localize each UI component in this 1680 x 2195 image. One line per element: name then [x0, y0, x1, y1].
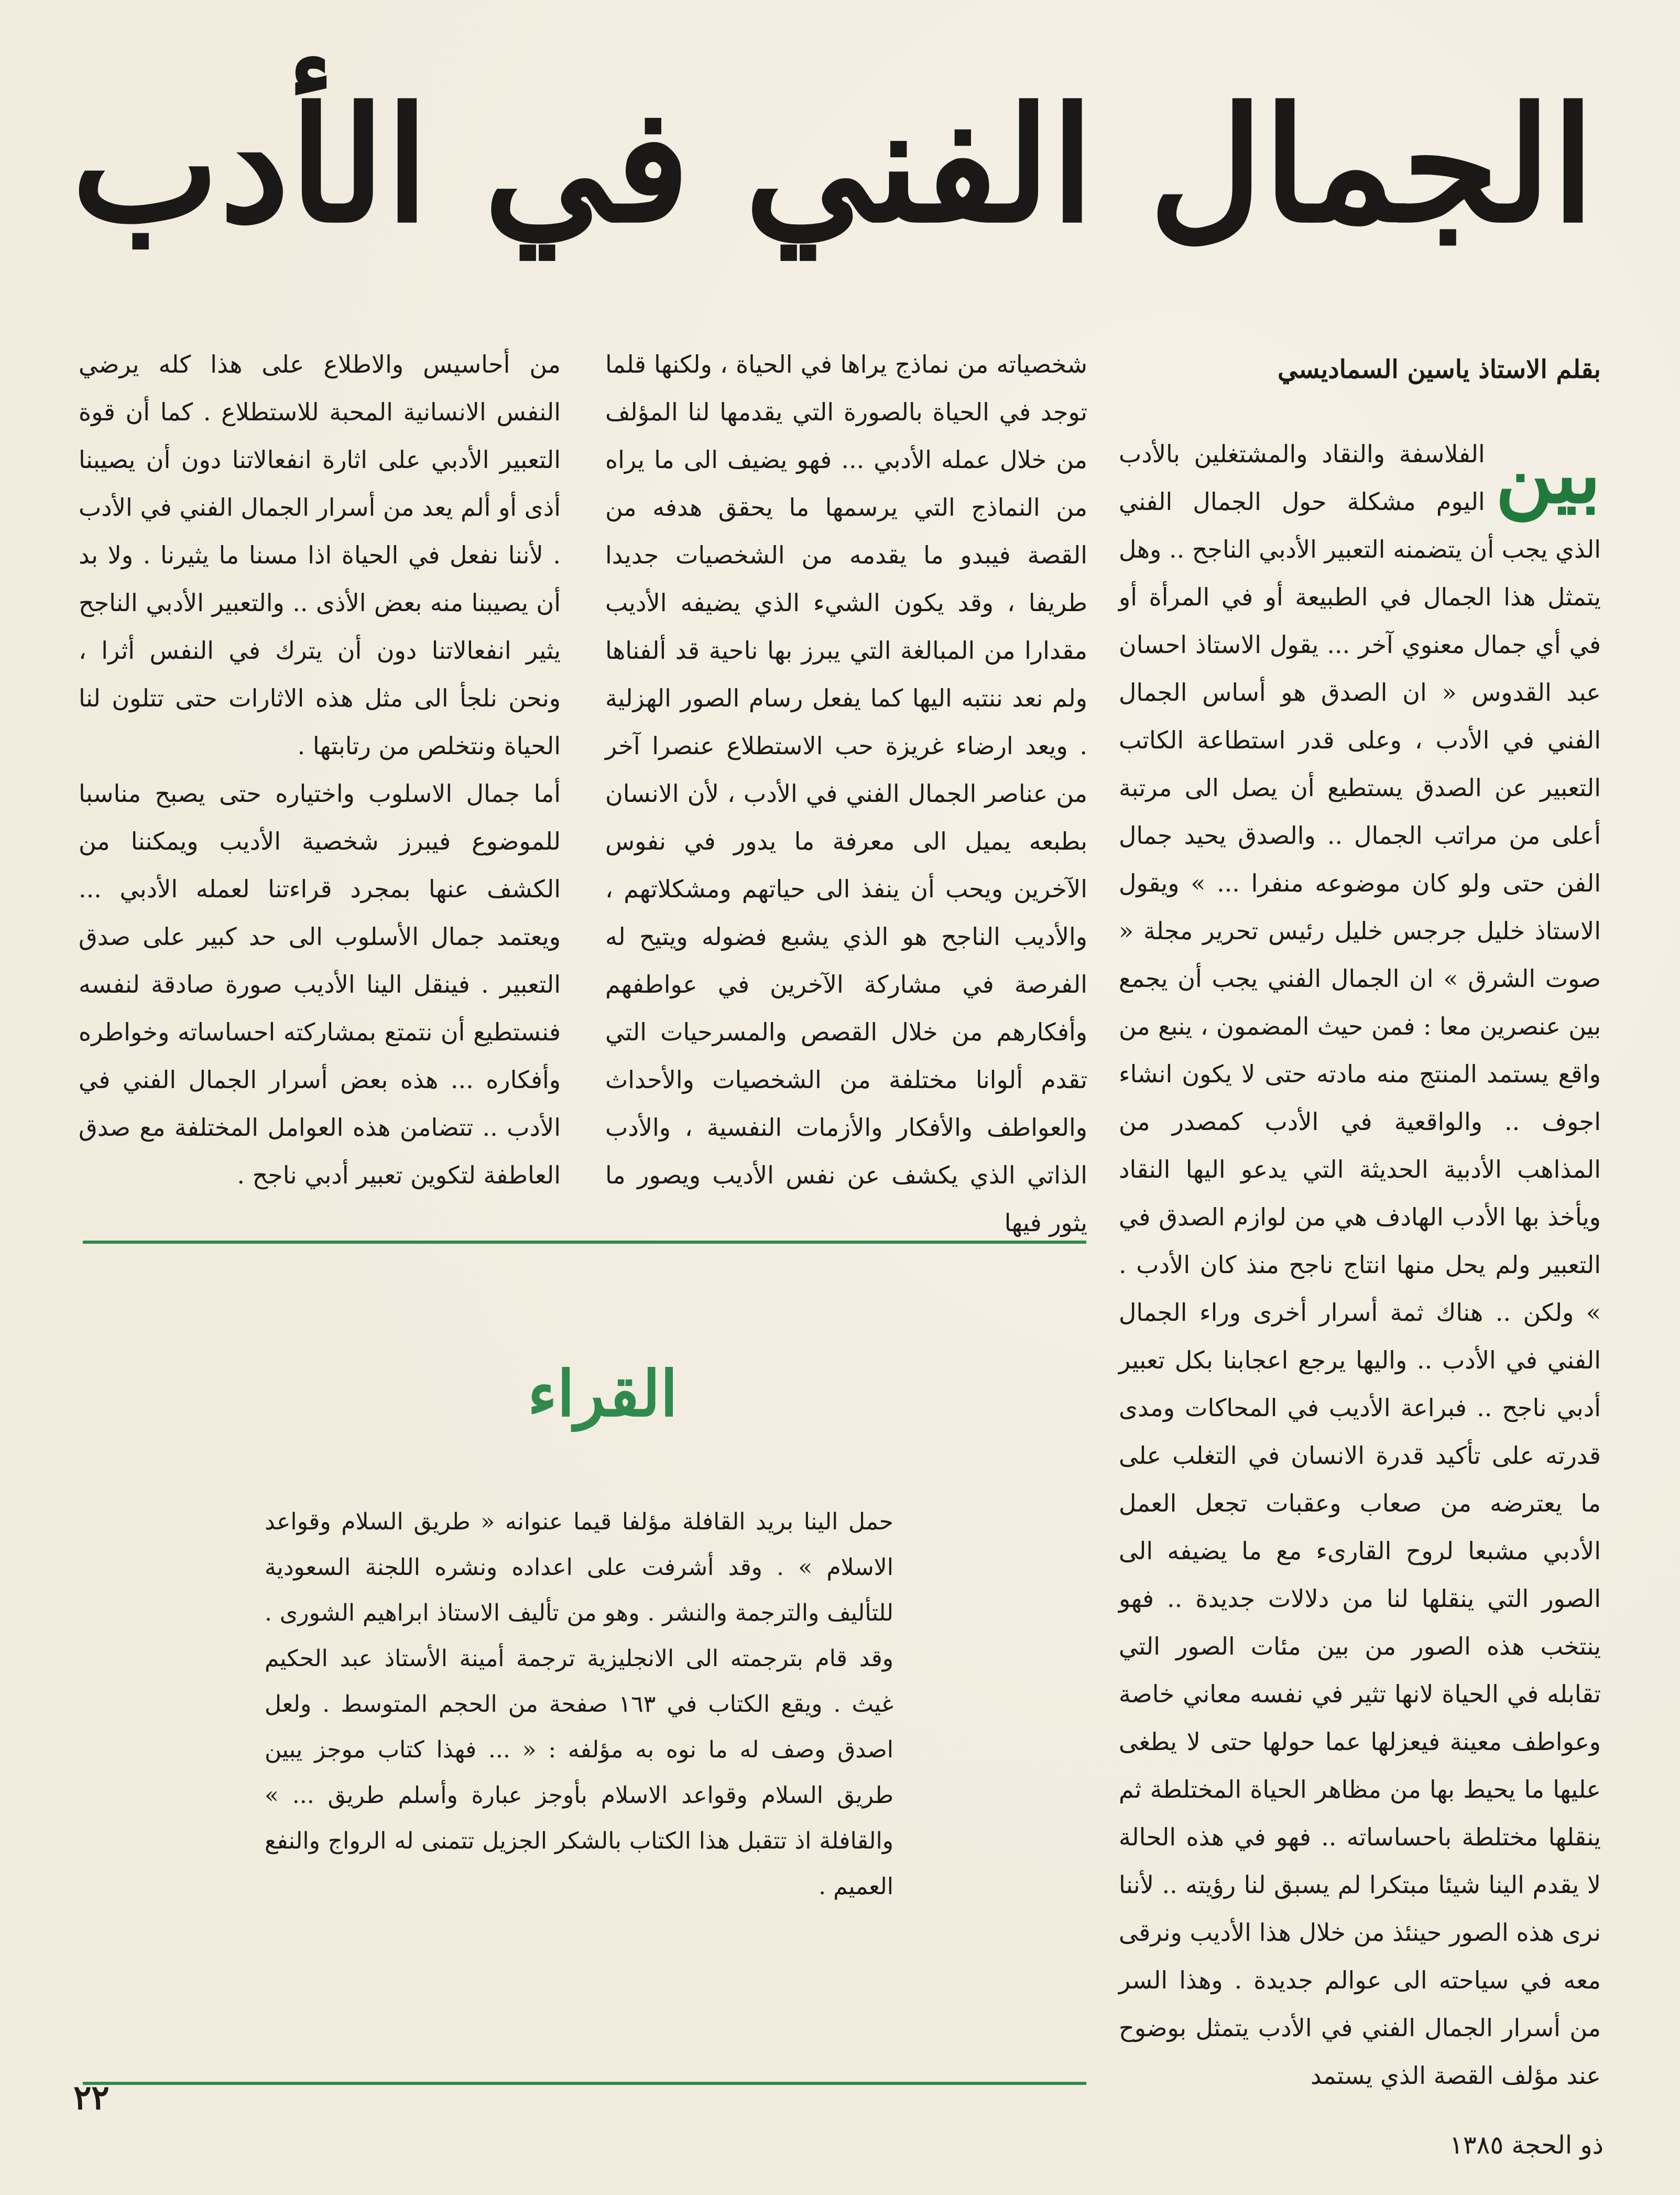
- article-column-middle: [605, 341, 1087, 1237]
- left-column-text-1: من أحاسيس والاطلاع على هذا كله يرضي النفس الانسانية المحبة للاستطلاع . كما أن قوة التعبير الأدبي على اثارة انفعالاتنا دون أن يصيبنا أذى أو ألم يعد من أسرار الجمال الفني في الأدب . لأننا نفعل في الحياة اذا مسنا ما يثيرنا . ولا بد أن يصيبنا منه بعض الأذى .. والتعبير الأدبي الناجح يثير انفعالاتنا دون أن يترك في النفس أثرا ، ونحن نلجأ الى مثل هذه الاثارات حتى تتلون لنا الحياة ونتخلص من رتابتها .: [79, 350, 561, 760]
- article-paragraph: [1119, 430, 1601, 2100]
- review-section-title: القراء: [527, 1357, 678, 1431]
- section-divider-bottom: [83, 2082, 1086, 2085]
- book-review-text: حمل الينا بريد القافلة مؤلفا قيما عنوانه « طريق السلام وقواعد الاسلام » . وقد أشرفت على اعداده ونشره اللجنة السعودية للتأليف والترجمة والنشر . وهو من تأليف الاستاذ ابراهيم الشورى . وقد قام بترجمته الى الانجليزية ترجمة أمينة الأستاذ عبد الحكيم غيث . ويقع الكتاب في ١٦٣ صفحة من الحجم المتوسط . ولعل اصدق وصف له ما نوه به مؤلفه : « ... فهذا كتاب موجز يبين طريق السلام وقواعد الاسلام بأوجز عبارة وأسلم طريق ... » والقافلة اذ تتقبل هذا الكتاب بالشكر الجزيل تتمنى له الرواج والنفع العميم .: [265, 1508, 893, 1900]
- issue-date: ذو الحجة ١٣٨٥: [1449, 2131, 1603, 2160]
- article-column-left: [79, 341, 561, 1189]
- section-divider-top: [83, 1241, 1086, 1244]
- article-column-right: [1119, 346, 1601, 2090]
- author-byline: بقلم الاستاذ ياسين السماديسي: [1278, 355, 1601, 384]
- left-column-text-2: أما جمال الاسلوب واختياره حتى يصبح مناسبا للموضوع فيبرز شخصية الأديب ويمكننا من الكشف عنها بمجرد قراءتنا لعمله الأدبي ... ويعتمد جمال الأسلوب الى حد كبير على صدق التعبير . فينقل الينا الأديب صورة صادقة لنفسه فنستطيع أن نتمتع بمشاركته احساساته وخواطره وأفكاره ... هذه بعض أسرار الجمال الفني في الأدب .. تتضامن هذه العوامل المختلفة مع صدق العاطفة لتكوين تعبير أدبي ناجح .: [79, 779, 561, 1189]
- article-title: الجمال الفني في الأدب: [71, 72, 1595, 257]
- middle-column-text: شخصياته من نماذج يراها في الحياة ، ولكنها قلما توجد في الحياة بالصورة التي يقدمها لنا المؤلف من خلال عمله الأدبي ... فهو يضيف الى ما يراه من النماذج التي يرسمها ما يحقق هدفه من القصة فيبدو ما يقدمه من الشخصيات جديدا طريفا ، وقد يكون الشيء الذي يضيفه الأديب مقدارا من المبالغة التي يبرز بها ناحية قد ألفناها ولم نعد ننتبه اليها كما يفعل رسام الصور الهزلية . ويعد ارضاء غريزة حب الاستطلاع عنصرا آخر من عناصر الجمال الفني في الأدب ، لأن الانسان بطبعه يميل الى معرفة ما يدور في نفوس الآخرين ويحب أن ينفذ الى حياتهم ومشكلاتهم ، والأديب الناجح هو الذي يشبع فضوله ويتيح له الفرصة في مشاركة الآخرين في عواطفهم وأفكارهم من خلال القصص والمسرحيات التي تقدم ألوانا مختلفة من الشخصيات والأحداث والعواطف والأفكار والأزمات النفسية ، والأدب الذاتي الذي يكشف عن نفس الأديب ويصور ما يثور فيها: [605, 350, 1087, 1237]
- dropcap: بين: [1495, 429, 1601, 521]
- page-number: ٢٢: [73, 2078, 110, 2117]
- right-column-text: الفلاسفة والنقاد والمشتغلين بالأدب اليوم مشكلة حول الجمال الفني الذي يجب أن يتضمنه التعبير الأدبي الناجح .. وهل يتمثل هذا الجمال في الطبيعة أو في المرأة أو في أي جمال معنوي آخر ... يقول الاستاذ احسان عبد القدوس « ان الصدق هو أساس الجمال الفني في الأدب ، وعلى قدر استطاعة الكاتب التعبير عن الصدق يستطيع أن يصل الى مرتبة أعلى من مراتب الجمال .. والصدق يحيد جمال الفن حتى ولو كان موضوعه منفرا ... » ويقول الاستاذ خليل جرجس خليل رئيس تحرير مجلة « صوت الشرق » ان الجمال الفني يجب أن يجمع بين عنصرين معا : فمن حيث المضمون ، ينبع من واقع يستمد المنتج منه مادته حتى لا يكون انشاء اجوف .. والواقعية في الأدب كمصدر من المذاهب الأدبية الحديثة التي يدعو اليها النقاد ويأخذ بها الأدب الهادف هي من لوازم الصدق في التعبير ولم يحل منها انتاج ناجح منذ كان الأدب . » ولكن .. هناك ثمة أسرار أخرى وراء الجمال الفني في الأدب .. واليها يرجع اعجابنا بكل تعبير أدبي ناجح .. فبراعة الأديب في المحاكات ومدى قدرته على تأكيد قدرة الانسان في التغلب على ما يعترضه من صعاب وعقبات تجعل العمل الأدبي مشبعا لروح القارىء مع ما يضيفه الى الصور التي ينقلها لنا من دلالات جديدة .. فهو ينتخب هذه الصور من بين مئات الصور التي تقابله في الحياة لانها تثير في نفسه معاني خاصة وعواطف معينة فيعزلها عما حولها حتى لا يطغى عليها ما يحيط بها من مظاهر الحياة المختلطة ثم ينقلها مختلطة باحساساته .. فهو في هذه الحالة لا يقدم الينا شيئا مبتكرا لم يسبق لنا رؤيته .. لأننا نرى هذه الصور حينئذ من خلال هذا الأديب ونرقى معه في سياحته الى عوالم جديدة . وهذا السر من أسرار الجمال الفني في الأدب يتمثل بوضوح عند مؤلف القصة الذي يستمد: [1119, 440, 1601, 2090]
